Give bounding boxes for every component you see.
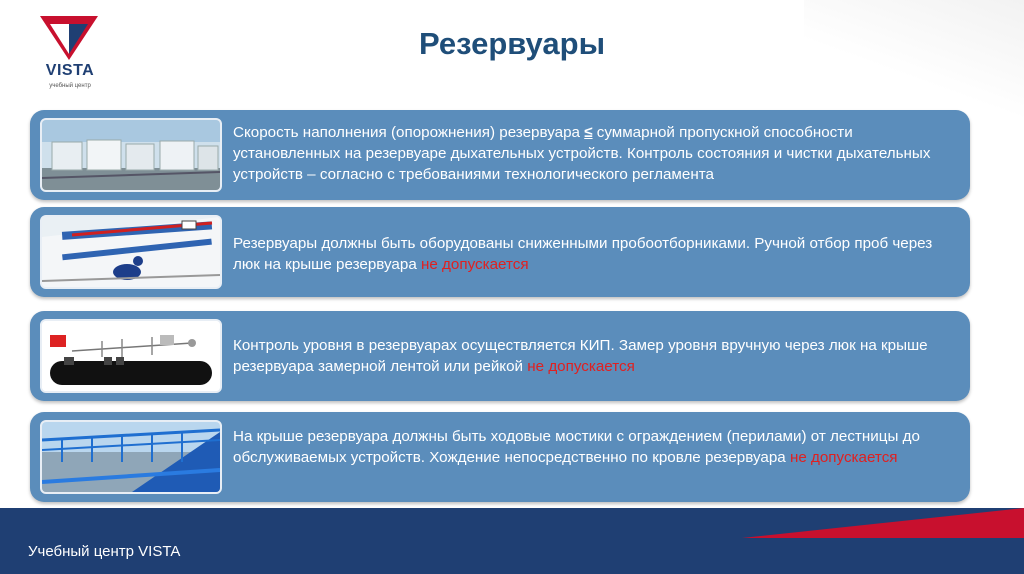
card-text-2 xyxy=(233,233,954,275)
warning-text: не допускается xyxy=(421,256,529,273)
page-title: Резервуары xyxy=(418,26,606,61)
info-card-4 xyxy=(30,412,970,502)
info-card-2 xyxy=(30,207,970,297)
tank-roof-walkway-photo xyxy=(40,420,222,494)
card-text-4 xyxy=(233,426,954,468)
card-text-3 xyxy=(233,335,954,377)
card-text-before: Контроль уровня в резервуарах осуществляется КИП. Замер уровня вручную через люк на крыше резервуара замерной лентой или рейкой xyxy=(233,337,928,375)
card-text-after: суммарной пропускной способности установленных на резервуаре дыхательных устройств. Контроль состояния и чистки дыхательных устройств – согласно с требованиями технологического регламента xyxy=(233,124,931,183)
card-text-before: На крыше резервуара должны быть ходовые мостики с ограждением (перилами) от лестницы до обслуживаемых устройств. Хождение непосредственно по кровле резервуара xyxy=(233,428,920,466)
tank-farm-photo xyxy=(40,118,222,192)
info-card-1 xyxy=(30,110,970,200)
logo-subtitle: учебный центр xyxy=(49,83,91,89)
less-or-equal-symbol: ≤ xyxy=(584,124,593,141)
level-control-diagram xyxy=(40,319,222,393)
card-text-1 xyxy=(233,122,954,185)
info-card-3 xyxy=(30,311,970,401)
warning-text: не допускается xyxy=(527,358,635,375)
footer-text: Учебный центр VISTA xyxy=(28,543,181,560)
warning-text: не допускается xyxy=(789,449,898,466)
card-text-before: Резервуары должны быть оборудованы сниженными пробоотборниками. Ручной отбор проб через люк на крыше резервуара xyxy=(233,235,933,273)
footer-band xyxy=(0,508,1024,574)
logo-name: VISTA xyxy=(45,62,95,79)
card-text-before: Скорость наполнения (опорожнения) резервуара xyxy=(233,124,585,141)
tank-roof-worker-photo xyxy=(40,215,222,289)
